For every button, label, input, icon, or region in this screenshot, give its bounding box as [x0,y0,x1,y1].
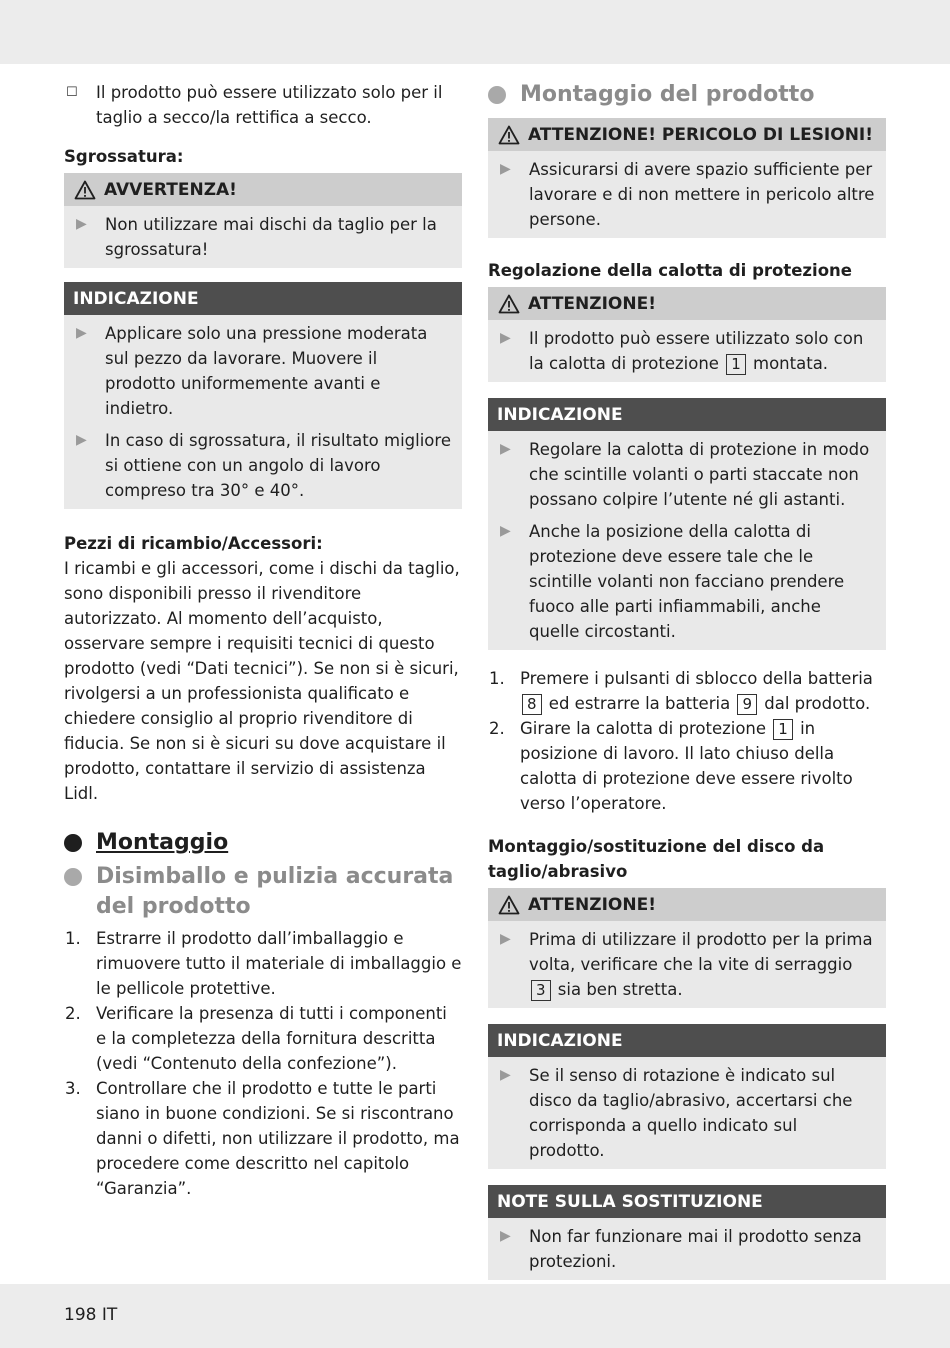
note-box-replacement [488,1185,886,1280]
warning-triangle-icon [498,895,520,915]
note-box-guard [488,398,886,650]
arrow-bullet-icon: ▶ [500,1228,511,1244]
list-item: 2. Verificare la presenza di tutti i componenti e la completezza della fornitura descritta (vedi “Contenuto della confezione”). [65,1004,447,1073]
section-title: Montaggio [96,830,229,855]
section-bullet-icon [64,868,82,886]
section-bullet-icon [64,834,82,852]
header-band [0,0,950,64]
note-header [64,282,462,315]
warning-title: ATTENZIONE! [528,293,656,314]
warning-triangle-icon [498,294,520,314]
arrow-bullet-icon: ▶ [76,432,87,448]
warning-bullet: ▶ Non utilizzare mai dischi da taglio per la sgrossatura! [74,212,452,262]
warning-bullet: ▶ Assicurarsi di avere spazio sufficiente per lavorare e di non mettere in pericolo altre persone. [498,157,876,232]
arrow-bullet-icon: ▶ [76,216,87,232]
warning-box-disc [488,888,886,1008]
section-title: Disimballo e pulizia accurata del prodotto [96,864,454,919]
list-item: 1. Estrarre il prodotto dall’imballaggio e rimuovere tutto il materiale di imballaggio e le pellicole protettive. [65,929,462,998]
spares-text: I ricambi e gli accessori, come i dischi da taglio, sono disponibili presso il rivenditore autorizzato. Al momento dell’acquisto, osservare sempre i requisiti tecnici di questo prodotto (vedi “Dati tecnici”). Se non si è sicuri, rivolgersi a un professionista qualificato e chiedere consiglio al proprio rivenditore di fiducia. Se non si è sicuri su dove acquistare il prodotto, contattare il servizio di assistenza Lidl. [64,559,460,803]
arrow-bullet-icon: ▶ [500,441,511,457]
warning-header [64,173,462,206]
warning-bullet: ▶ Il prodotto può essere utilizzato solo con la calotta di protezione 1 montata. [498,326,876,376]
disc-heading: Montaggio/sostituzione del disco da taglio/abrasivo [488,837,825,881]
checkbox-icon: ☐ [66,85,78,100]
note-header [488,398,886,431]
note-bullet: ▶ Non far funzionare mai il prodotto senza protezioni. [498,1224,876,1274]
note-title: INDICAZIONE [497,1030,623,1051]
warning-title: ATTENZIONE! PERICOLO DI LESIONI! [528,124,874,145]
note-bullet: ▶ In caso di sgrossatura, il risultato migliore si ottiene con un angolo di lavoro compreso tra 30° e 40°. [74,428,452,503]
list-item: 1. Premere i pulsanti di sblocco della batteria 8 ed estrarre la batteria 9 dal prodotto. [489,669,873,713]
warning-header [488,287,886,320]
note-bullet: ▶ Anche la posizione della calotta di protezione deve essere tale che le scintille volanti non facciano prendere fuoco alle parti infiammabili, anche quelle circostanti. [498,519,876,644]
arrow-bullet-icon: ▶ [500,931,511,947]
unpacking-steps [64,926,462,1201]
checkbox-item-text: Il prodotto può essere utilizzato solo per il taglio a secco/la rettifica a secco. [96,83,443,127]
note-title: INDICAZIONE [497,404,623,425]
arrow-bullet-icon: ▶ [500,161,511,177]
part-reference: 9 [737,694,757,715]
warning-header [488,888,886,921]
note-bullet: ▶ Regolare la calotta di protezione in modo che scintille volanti o parti staccate non possano colpire l’utente né gli astanti. [498,437,876,512]
warning-title: ATTENZIONE! [528,894,656,915]
note-header [488,1185,886,1218]
warning-bullet: ▶ Prima di utilizzare il prodotto per la prima volta, verificare che la vite di serraggio 3 sia ben stretta. [498,927,876,1002]
list-item: 3. Controllare che il prodotto e tutte le parti siano in buone condizioni. Se si riscontrano danni o difetti, non utilizzare il prodotto, ma procedere come descritto nel capitolo “Garanzia”. [65,1079,460,1198]
section-bullet-icon [488,86,506,104]
guard-steps [488,666,886,816]
arrow-bullet-icon: ▶ [500,523,511,539]
part-reference: 1 [773,719,793,740]
section-title: Montaggio del prodotto [520,82,815,107]
guard-heading: Regolazione della calotta di protezione [488,261,852,280]
warning-box-sgrossatura [64,173,462,268]
arrow-bullet-icon: ▶ [76,325,87,341]
note-title: NOTE SULLA SOSTITUZIONE [497,1191,763,1212]
part-reference: 1 [726,354,746,375]
warning-header [488,118,886,151]
arrow-bullet-icon: ▶ [500,330,511,346]
note-header [488,1024,886,1057]
warning-triangle-icon [498,125,520,145]
warning-triangle-icon [74,180,96,200]
part-reference: 8 [522,694,542,715]
note-bullet: ▶ Applicare solo una pressione moderata sul pezzo da lavorare. Muovere il prodotto uniformemente avanti e indietro. [74,321,452,421]
spares-heading: Pezzi di ricambio/Accessori: [64,534,323,553]
part-reference: 3 [531,980,551,1001]
list-item: 2. Girare la calotta di protezione 1 in posizione di lavoro. Il lato chiuso della calotta di protezione deve essere rivolto verso l’operatore. [489,719,853,813]
note-box-rotation [488,1024,886,1169]
note-bullet: ▶ Se il senso di rotazione è indicato sul disco da taglio/abrasivo, accertarsi che corrisponda a quello indicato sul prodotto. [498,1063,876,1163]
arrow-bullet-icon: ▶ [500,1067,511,1083]
footer-band [0,1284,950,1348]
section-unpacking [64,862,462,922]
warning-box-injury [488,118,886,238]
page-number: 198 IT [64,1305,118,1325]
section-montaggio [64,828,462,858]
note-title: INDICAZIONE [73,288,199,309]
right-column [488,80,886,1294]
section-assembly [488,80,886,110]
warning-box-guard [488,287,886,382]
sgrossatura-heading: Sgrossatura: [64,147,184,166]
warning-title: AVVERTENZA! [104,179,237,200]
note-box-sgrossatura [64,282,462,509]
left-column [64,80,462,1201]
checkbox-item [64,80,462,130]
